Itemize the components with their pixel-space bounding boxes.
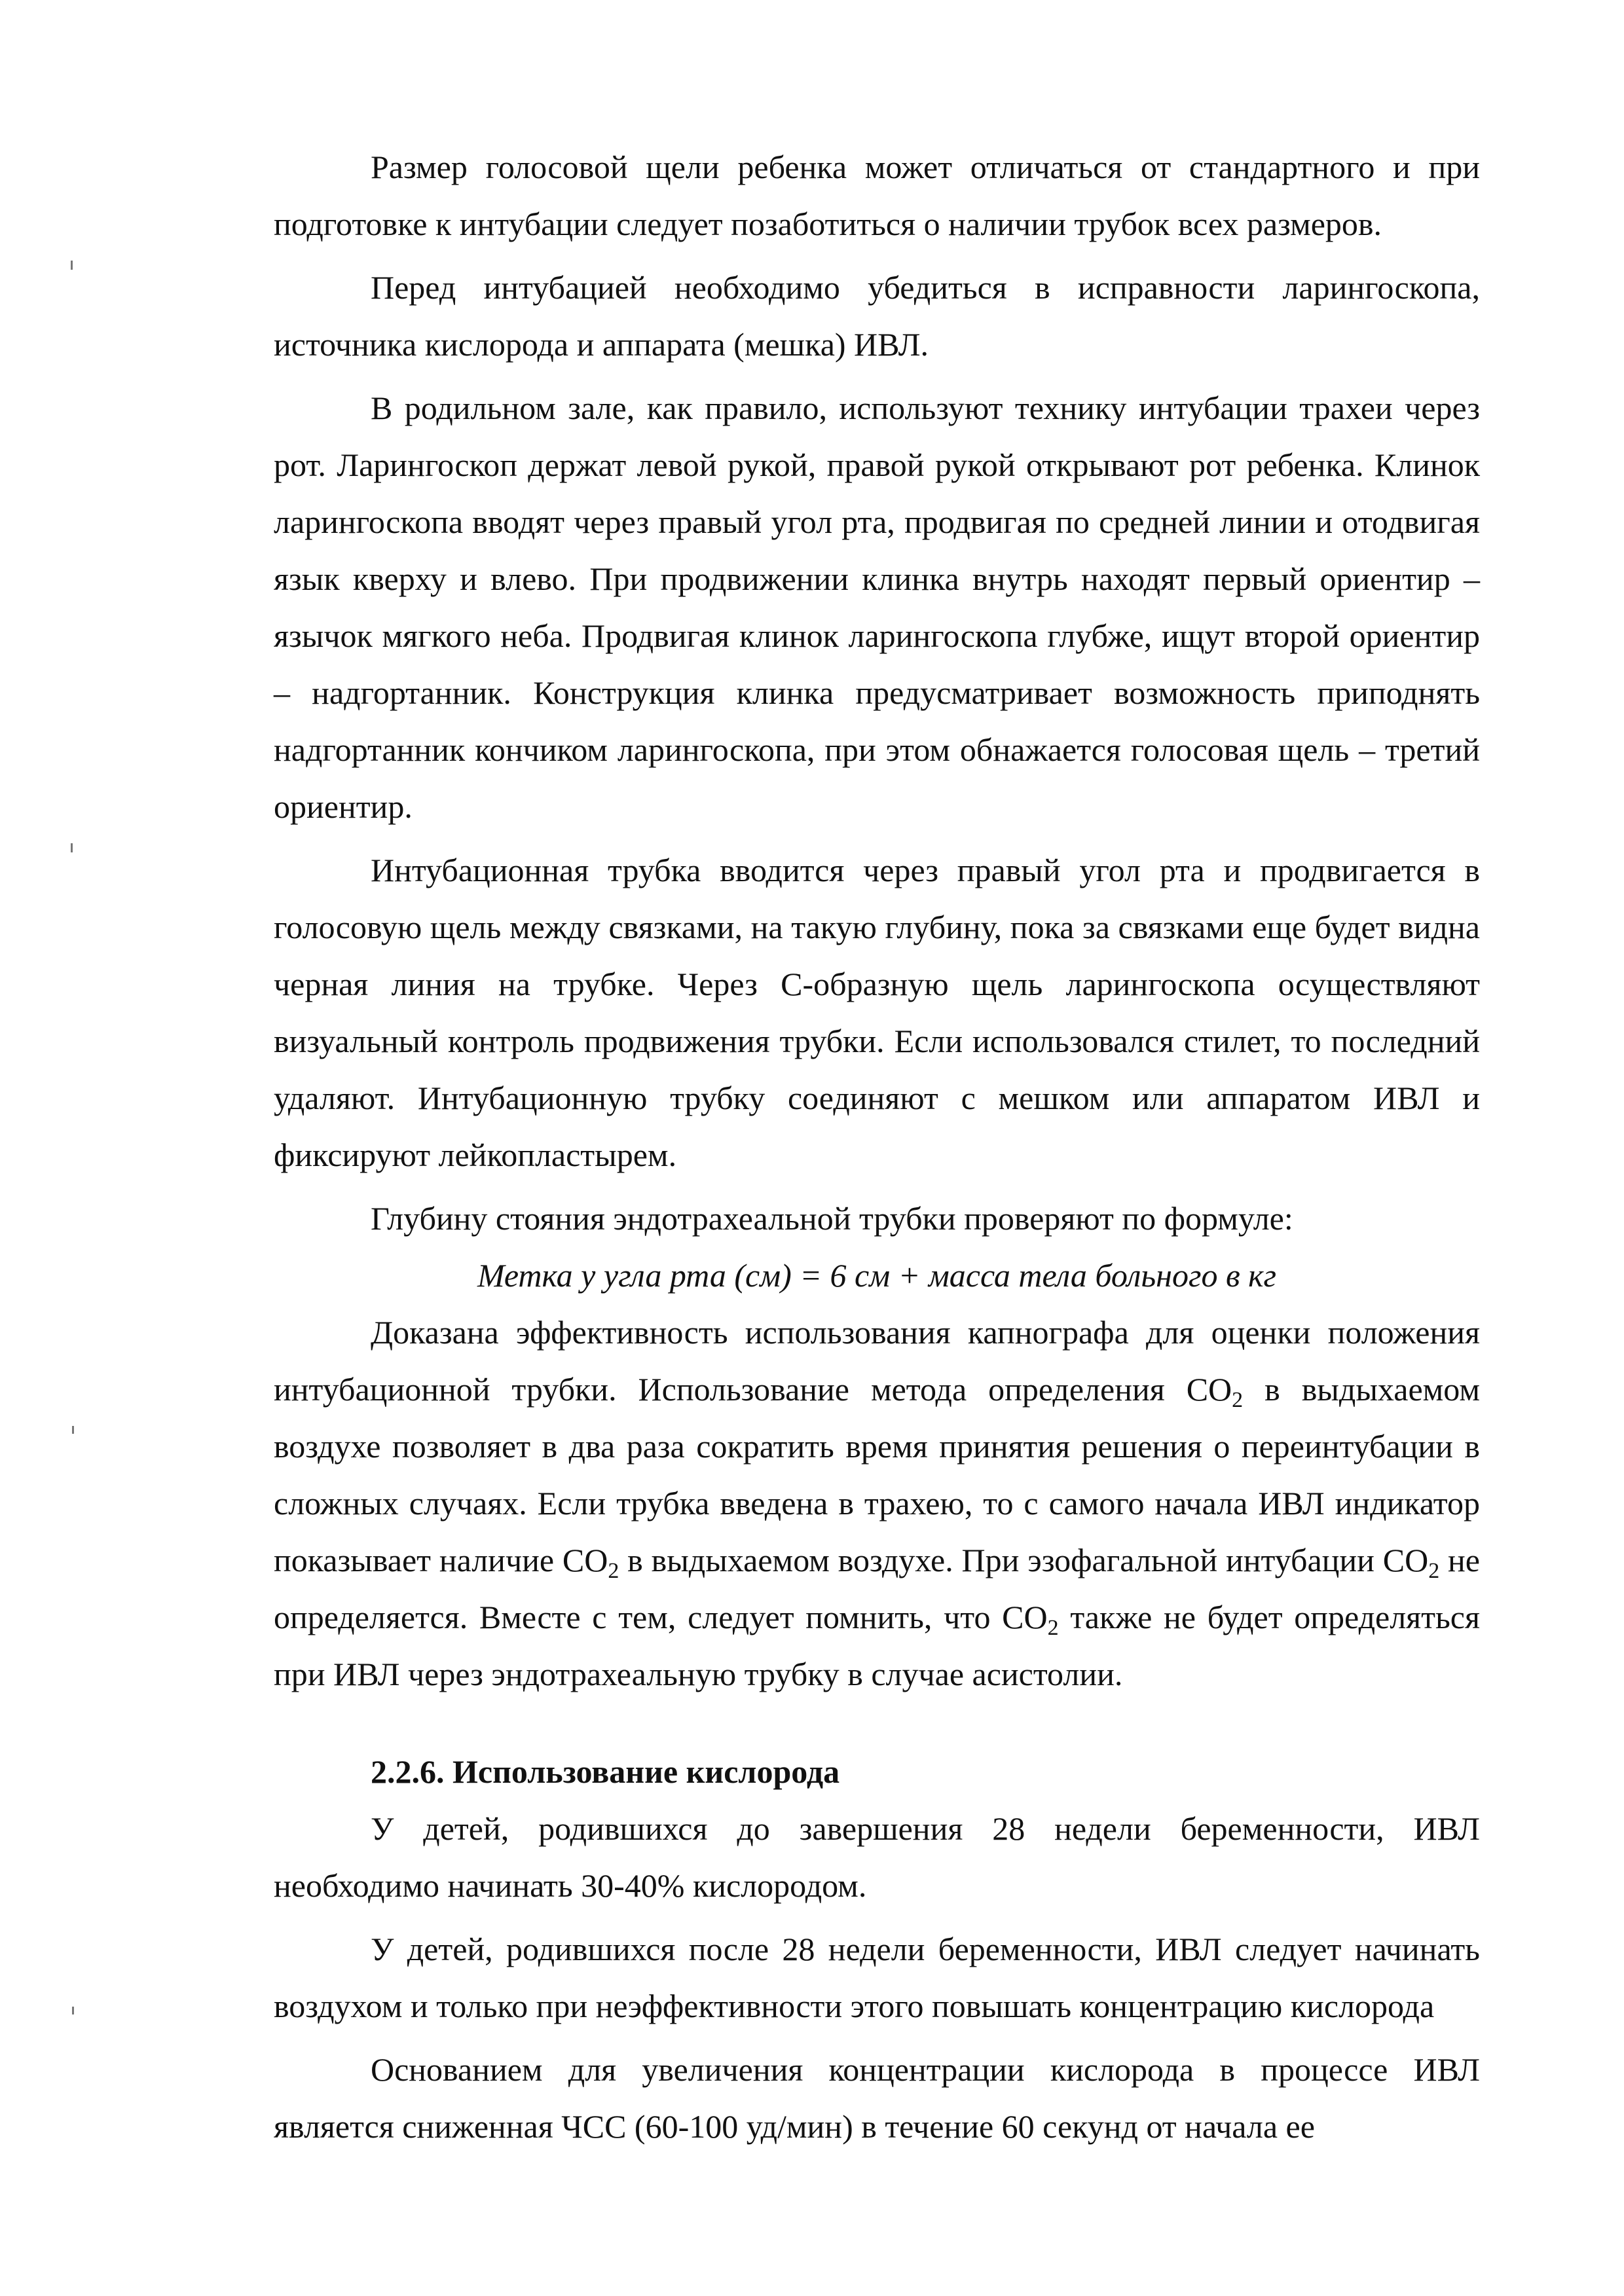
paragraph-tube-insertion: Интубационная трубка вводится через правый угол рта и продвигается в голосовую щель между связками, на такую глубину, пока за связками еще будет видна черная линия на трубке. Через С-образную щель ларингоскопа осуществляют визуальный контроль продвижения трубки. Если использовался стилет, то последний удаляют. Интубационную трубку соединяют с мешком или аппаратом ИВЛ и фиксируют лейкопластырем. (274, 852, 1480, 1173)
paragraph-capnography (274, 1304, 1480, 1703)
capnography-text: в выдыхаемом воздухе. При эзофагальной интубации CO (619, 1542, 1429, 1578)
capnography-text: не определяется. Вместе с тем, следует помнить, что CO (274, 1542, 1480, 1635)
section-heading: 2.2.6. Использование кислорода (371, 1753, 840, 1790)
capnography-text: также не будет определяться при ИВЛ через эндотрахеальную трубку в случае асистолии. (274, 1599, 1480, 1692)
scan-mark (71, 843, 73, 852)
subscript: 2 (608, 1559, 619, 1583)
paragraph-equipment-check: Перед интубацией необходимо убедиться в исправности ларингоскопа, источника кислорода и аппарата (мешка) ИВЛ. (274, 269, 1480, 363)
capnography-text: Доказана эффективность использования капнографа для оценки положения интубационной трубки. Использование метода определения CO (274, 1314, 1480, 1408)
scan-mark (72, 2007, 74, 2014)
subscript: 2 (1428, 1559, 1440, 1583)
scan-mark (71, 261, 73, 270)
subscript: 2 (1047, 1616, 1059, 1640)
depth-formula: Метка у угла рта (см) = 6 см + масса тела больного в кг (477, 1257, 1277, 1294)
paragraph-depth-formula-intro: Глубину стояния эндотрахеальной трубки проверяют по формуле: (371, 1200, 1293, 1237)
subscript: 2 (1232, 1388, 1244, 1412)
capnography-text: в выдыхаемом воздухе позволяет в два раза сократить время принятия решения о переинтубации в сложных случаях. Если трубка введена в трахею, то с самого начала ИВЛ индикатор показывает наличие CO (274, 1371, 1480, 1578)
scan-mark (72, 1426, 74, 1434)
paragraph-oxygen-term: У детей, родившихся после 28 недели беременности, ИВЛ следует начинать воздухом и только при неэффективности этого повышать концентрацию кислорода (274, 1931, 1480, 2024)
paragraph-oxygen-increase: Основанием для увеличения концентрации кислорода в процессе ИВЛ является сниженная ЧСС (60-100 уд/мин) в течение 60 секунд от начала ее (274, 2051, 1480, 2145)
paragraph-intubation-technique: В родильном зале, как правило, используют технику интубации трахеи через рот. Ларингоскоп держат левой рукой, правой рукой открывают рот ребенка. Клинок ларингоскопа вводят через правый угол рта, продвигая по средней линии и отодвигая язык кверху и влево. При продвижении клинка внутрь находят первый ориентир – язычок мягкого неба. Продвигая клинок ларингоскопа глубже, ищут второй ориентир – надгортанник. Конструкция клинка предусматривает возможность приподнять надгортанник кончиком ларингоскопа, при этом обнажается голосовая щель – третий ориентир. (274, 390, 1480, 825)
paragraph-oxygen-preterm: У детей, родившихся до завершения 28 недели беременности, ИВЛ необходимо начинать 30-40% кислородом. (274, 1810, 1480, 1904)
document-body (274, 139, 1480, 2155)
paragraph-tube-sizes: Размер голосовой щели ребенка может отличаться от стандартного и при подготовке к интубации следует позаботиться о наличии трубок всех размеров. (274, 149, 1480, 242)
